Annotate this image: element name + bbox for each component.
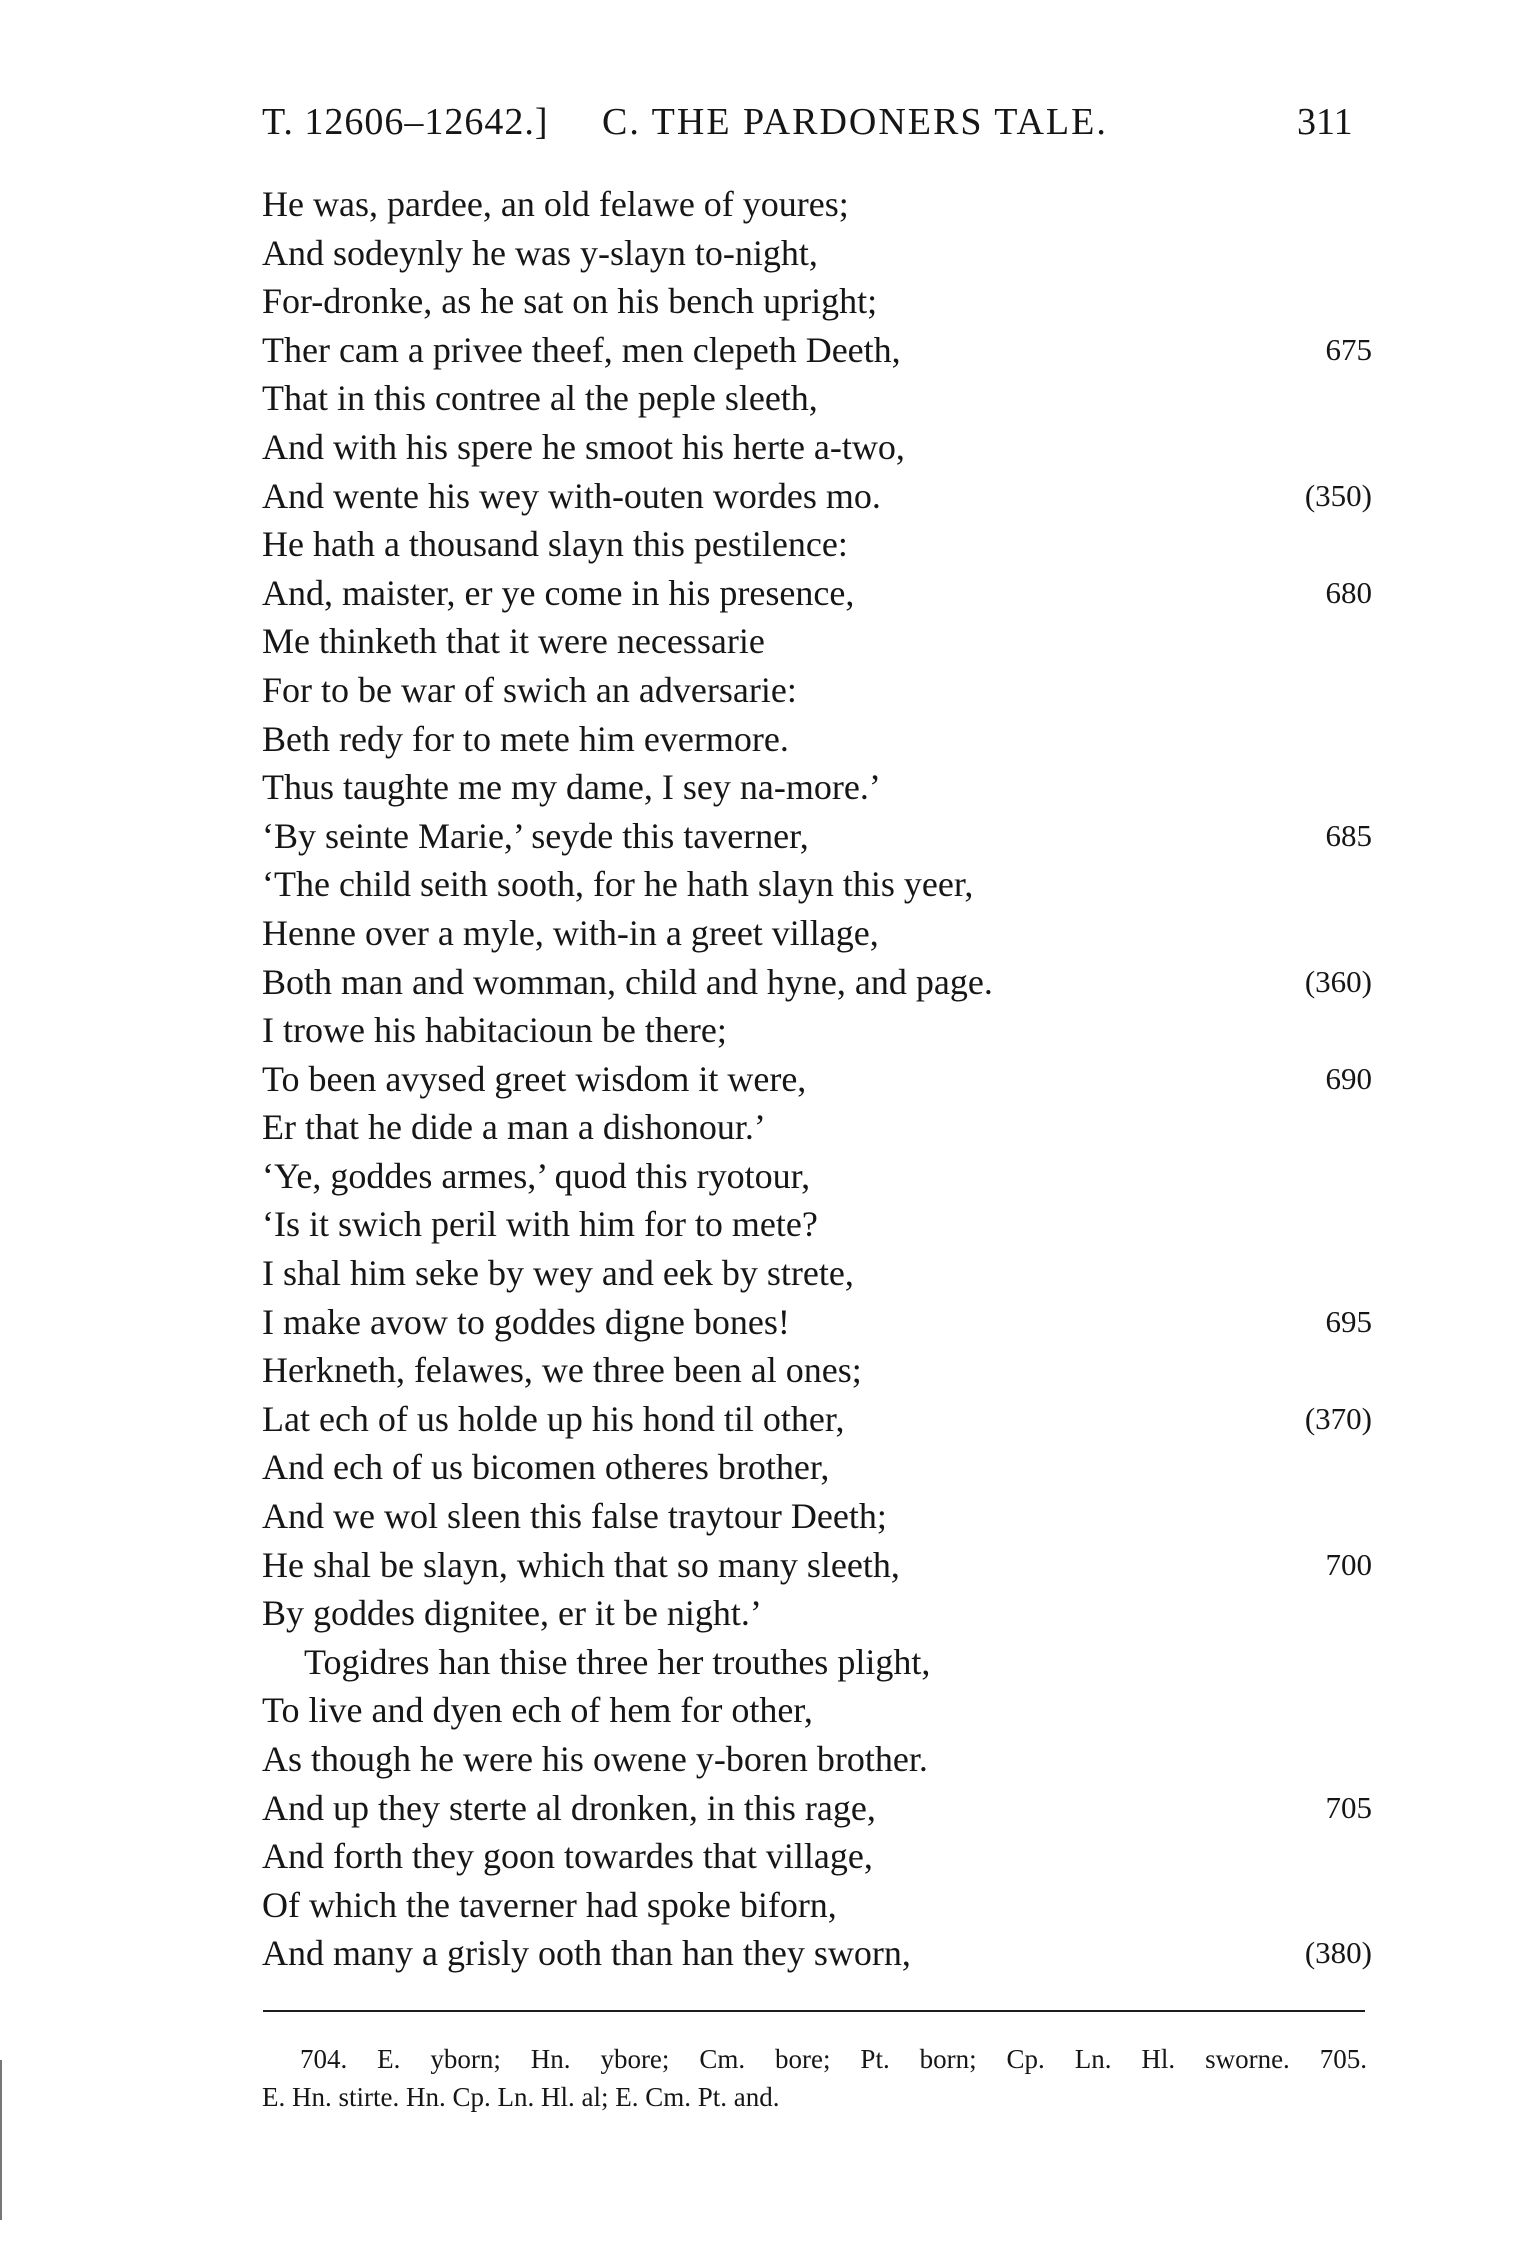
line-number: 690 — [1325, 1060, 1372, 1096]
verse-line — [262, 1881, 1372, 1930]
verse-line — [262, 1443, 1372, 1492]
verse-text: And, maister, er ye come in his presence, — [262, 572, 855, 613]
verse-text: That in this contree al the peple sleeth, — [262, 378, 818, 419]
verse-text: He hath a thousand slayn this pestilence: — [262, 524, 848, 565]
verse-text: For to be war of swich an adversarie: — [262, 669, 797, 710]
poem-text — [262, 180, 1372, 1978]
verse-text: Me thinketh that it were necessarie — [262, 621, 765, 662]
verse-text: For-dronke, as he sat on his bench upright; — [262, 281, 878, 322]
verse-line — [262, 1006, 1372, 1055]
verse-text: And with his spere he smoot his herte a-two, — [262, 426, 905, 467]
verse-line — [262, 1541, 1372, 1590]
verse-line — [262, 229, 1372, 278]
verse-text: ‘By seinte Marie,’ seyde this taverner, — [262, 815, 809, 856]
verse-line — [262, 277, 1372, 326]
verse-line — [262, 860, 1372, 909]
line-number: 700 — [1325, 1546, 1372, 1582]
page-number: 311 — [1297, 101, 1353, 143]
verse-line — [262, 1735, 1372, 1784]
verse-line — [262, 1103, 1372, 1152]
verse-line — [262, 423, 1372, 472]
verse-line — [262, 1784, 1372, 1833]
verse-text: And ech of us bicomen otheres brother, — [262, 1447, 830, 1488]
line-number: 695 — [1325, 1303, 1372, 1339]
verse-line — [262, 569, 1372, 618]
verse-text: Ther cam a privee theef, men clepeth Deeth, — [262, 329, 901, 370]
verse-line — [262, 1686, 1372, 1735]
scan-edge-mark — [0, 2060, 2, 2220]
verse-text: Both man and womman, child and hyne, and page. — [262, 961, 993, 1002]
verse-line — [262, 1200, 1372, 1249]
verse-line — [262, 520, 1372, 569]
verse-line — [262, 1298, 1372, 1347]
verse-line — [262, 1395, 1372, 1444]
verse-text: And we wol sleen this false traytour Deeth; — [262, 1496, 887, 1537]
verse-text: And many a grisly ooth than han they sworn, — [262, 1933, 911, 1974]
header-title: C. THE PARDONERS TALE. — [602, 101, 1108, 143]
verse-text: To been avysed greet wisdom it were, — [262, 1058, 807, 1099]
verse-text: ‘Ye, goddes armes,’ quod this ryotour, — [262, 1155, 811, 1196]
verse-text: By goddes dignitee, er it be night.’ — [262, 1593, 762, 1634]
verse-text: He shal be slayn, which that so many sleeth, — [262, 1544, 900, 1585]
verse-text: Herkneth, felawes, we three been al ones; — [262, 1350, 862, 1391]
line-number: (360) — [1304, 963, 1372, 999]
verse-text: I trowe his habitacioun be there; — [262, 1010, 727, 1051]
line-number: 685 — [1325, 817, 1372, 853]
verse-line — [262, 1346, 1372, 1395]
verse-line — [262, 1589, 1372, 1638]
footnote-line: 704. E. yborn; Hn. ybore; Cm. bore; Pt. born; Cp. Ln. Hl. sworne. 705. — [300, 2044, 1367, 2074]
verse-text: And up they sterte al dronken, in this rage, — [262, 1787, 876, 1828]
verse-text: I make avow to goddes digne bones! — [262, 1301, 790, 1342]
verse-line — [262, 1638, 1372, 1687]
verse-line — [262, 958, 1372, 1007]
verse-line — [262, 715, 1372, 764]
verse-line — [262, 180, 1372, 229]
verse-line — [262, 666, 1372, 715]
verse-text: As though he were his owene y-boren brother. — [262, 1739, 928, 1779]
verse-line — [262, 1832, 1372, 1881]
verse-text: Of which the taverner had spoke biforn, — [262, 1884, 837, 1925]
line-number: 705 — [1325, 1789, 1372, 1825]
running-header — [262, 100, 1362, 160]
verse-text: I shal him seke by wey and eek by strete, — [262, 1253, 854, 1294]
line-number: (350) — [1304, 477, 1372, 513]
verse-line — [262, 1929, 1372, 1978]
verse-text: Henne over a myle, with-in a greet village, — [262, 912, 879, 953]
verse-line — [262, 326, 1372, 375]
verse-text: Er that he dide a man a dishonour.’ — [262, 1107, 766, 1148]
line-number: (380) — [1304, 1935, 1372, 1971]
footnote-line: E. Hn. stirte. Hn. Cp. Ln. Hl. al; E. Cm. Pt. and. — [262, 2082, 780, 2112]
verse-text: ‘Is it swich peril with him for to mete? — [262, 1204, 818, 1245]
line-number: 680 — [1325, 574, 1372, 610]
verse-line — [262, 1492, 1372, 1541]
verse-text: And forth they goon towardes that village, — [262, 1836, 873, 1877]
verse-line — [262, 909, 1372, 958]
verse-text: To live and dyen ech of hem for other, — [262, 1690, 813, 1731]
line-number: 675 — [1325, 331, 1372, 367]
line-number: (370) — [1304, 1400, 1372, 1436]
verse-line — [262, 472, 1372, 521]
verse-line — [262, 1249, 1372, 1298]
verse-text: Togidres han thise three her trouthes plight, — [304, 1641, 931, 1682]
verse-line — [262, 1055, 1372, 1104]
verse-text: And wente his wey with-outen wordes mo. — [262, 475, 881, 516]
verse-line — [262, 374, 1372, 423]
verse-line — [262, 617, 1372, 666]
verse-line — [262, 812, 1372, 861]
header-line-range: T. 12606–12642.] — [262, 101, 549, 143]
verse-text: Lat ech of us holde up his hond til other, — [262, 1398, 845, 1439]
verse-text: Beth redy for to mete him evermore. — [262, 718, 789, 759]
verse-line — [262, 1152, 1372, 1201]
verse-text: He was, pardee, an old felawe of youres; — [262, 184, 849, 224]
footnotes — [262, 2040, 1367, 2116]
verse-line — [262, 763, 1372, 812]
verse-text: ‘The child seith sooth, for he hath slayn this yeer, — [262, 864, 974, 905]
footnote-divider — [263, 2010, 1365, 2012]
verse-text: Thus taughte me my dame, I sey na-more.’ — [262, 767, 881, 808]
verse-text: And sodeynly he was y-slayn to-night, — [262, 232, 818, 273]
